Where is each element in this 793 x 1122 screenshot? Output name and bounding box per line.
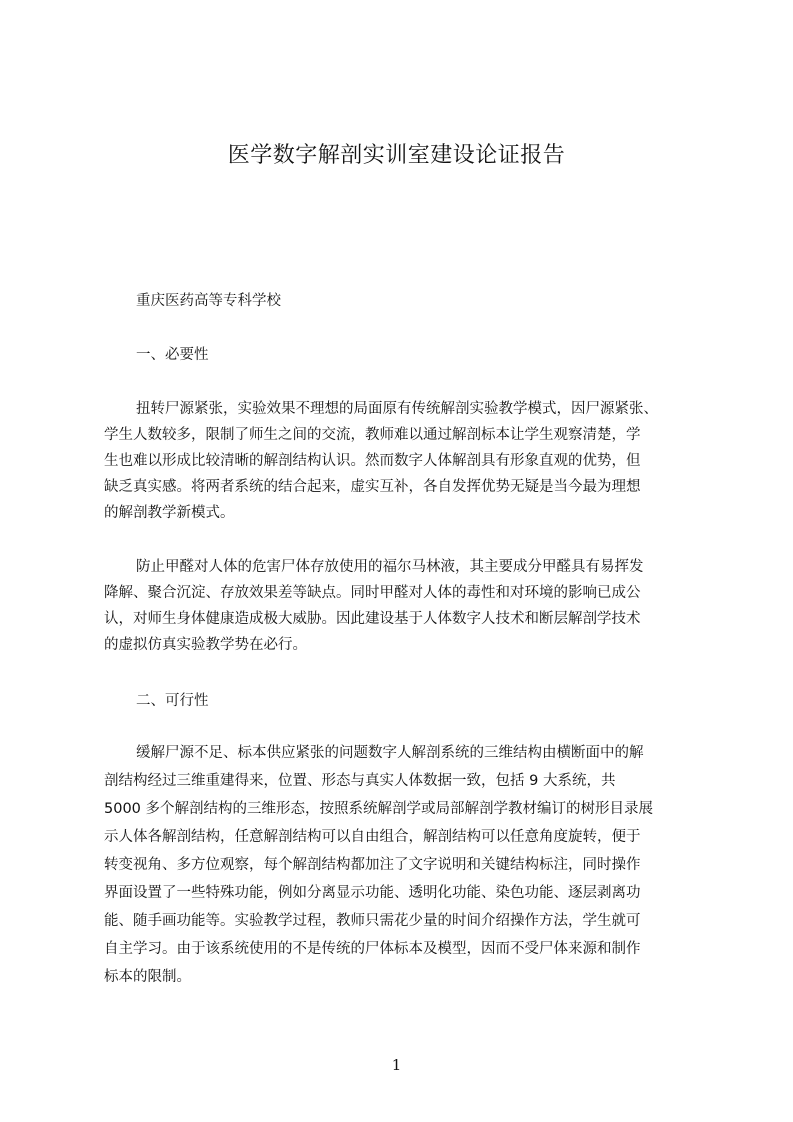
paragraph-line: 标本的限制。: [104, 969, 191, 985]
paragraph-line: 转变视角、多方位观察，每个解剖结构都加注了文字说明和关键结构标注，同时操作: [104, 857, 641, 873]
document-title: 医学数字解剖实训室建设论证报告: [227, 143, 566, 168]
section-heading-necessity: 一、必要性: [136, 347, 209, 363]
paragraph-line: 缓解尸源不足、标本供应紧张的问题数字人解剖系统的三维结构由横断面中的解: [136, 745, 644, 761]
page-number: 1: [391, 1056, 402, 1074]
paragraph-line: 界面设置了一些特殊功能，例如分离显示功能、透明化功能、染色功能、逐层剥离功: [104, 885, 641, 901]
paragraph-line: 学生人数较多，限制了师生之间的交流，教师难以通过解剖标本让学生观察清楚，学: [104, 427, 641, 443]
paragraph-line: 的虚拟仿真实验教学势在必行。: [104, 637, 307, 653]
paragraph-line: 剖结构经过三维重建得来，位置、形态与真实人体数据一致，包括 9 大系统，共: [104, 773, 616, 789]
paragraph-line: 认，对师生身体健康造成极大威胁。因此建设基于人体数字人技术和断层解剖学技术: [104, 611, 641, 627]
section-heading-feasibility: 二、可行性: [136, 693, 209, 709]
paragraph-line: 5000 多个解剖结构的三维形态，按照系统解剖学或局部解剖学教材编订的树形目录展: [104, 801, 654, 817]
paragraph-line: 扭转尸源紧张，实验效果不理想的局面原有传统解剖实验教学模式，因尸源紧张、: [136, 401, 658, 417]
paragraph-line: 的解剖教学新模式。: [104, 505, 235, 521]
paragraph-line: 示人体各解剖结构，任意解剖结构可以自由组合，解剖结构可以任意角度旋转，便于: [104, 829, 641, 845]
paragraph-line: 自主学习。由于该系统使用的不是传统的尸体标本及模型，因而不受尸体来源和制作: [104, 941, 641, 957]
paragraph-line: 防止甲醛对人体的危害尸体存放使用的福尔马林液，其主要成分甲醛具有易挥发: [136, 559, 644, 575]
paragraph-line: 能、随手画功能等。实验教学过程，教师只需花少量的时间介绍操作方法，学生就可: [104, 913, 641, 929]
institution-name: 重庆医药高等专科学校: [136, 293, 281, 309]
paragraph-line: 降解、聚合沉淀、存放效果差等缺点。同时甲醛对人体的毒性和对环境的影响已成公: [104, 585, 641, 601]
paragraph-line: 缺乏真实感。将两者系统的结合起来，虚实互补，各自发挥优势无疑是当今最为理想: [104, 479, 641, 495]
paragraph-line: 生也难以形成比较清晰的解剖结构认识。然而数字人体解剖具有形象直观的优势，但: [104, 453, 641, 469]
